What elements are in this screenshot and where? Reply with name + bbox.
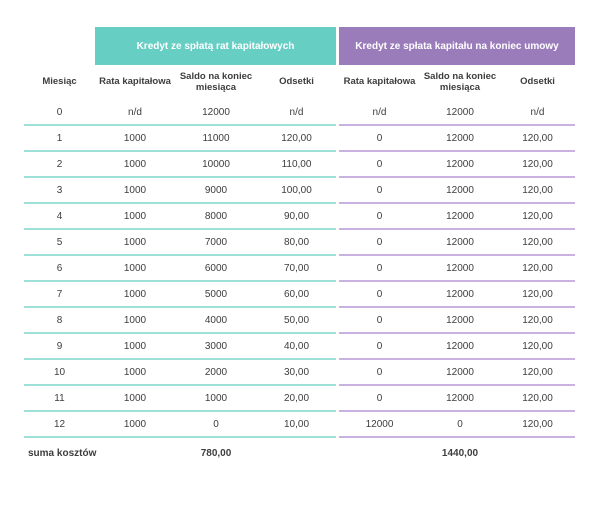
cell-rata-right: n/d [339,100,420,126]
cell-saldo-left: 3000 [175,334,257,360]
cell-month: 9 [24,334,95,360]
column-header-month: Miesiąc [42,76,77,88]
cell-odsetki-left: 90,00 [257,204,336,230]
table-row [24,386,575,412]
column-header-row [24,65,575,100]
cell-saldo-right: 12000 [420,308,500,334]
group-header-left: Kredyt ze spłatą rat kapitałowych [95,27,336,65]
column-header-odsetki-right: Odsetki [520,76,555,88]
cell-odsetki-right: 120,00 [500,282,575,308]
cell-rata-right: 0 [339,178,420,204]
cell-odsetki-left: 40,00 [257,334,336,360]
cell-rata-right: 0 [339,334,420,360]
cell-saldo-left: 10000 [175,152,257,178]
cell-rata-right: 0 [339,152,420,178]
cell-saldo-right: 12000 [420,334,500,360]
cell-odsetki-left: 110,00 [257,152,336,178]
cell-odsetki-left: 60,00 [257,282,336,308]
cell-month: 4 [24,204,95,230]
cell-saldo-left: 12000 [175,100,257,126]
cell-saldo-left: 4000 [175,308,257,334]
table-row [24,100,575,126]
column-header-rata-left: Rata kapitałowa [99,76,171,88]
cell-saldo-right: 12000 [420,256,500,282]
cell-saldo-right: 12000 [420,204,500,230]
cell-rata-right: 0 [339,282,420,308]
cell-rata-right: 0 [339,360,420,386]
cell-odsetki-left: 70,00 [257,256,336,282]
cell-odsetki-right: 120,00 [500,308,575,334]
cell-month: 7 [24,282,95,308]
cell-saldo-right: 12000 [420,126,500,152]
cell-odsetki-right: 120,00 [500,204,575,230]
cell-rata-right: 0 [339,256,420,282]
cell-saldo-right: 12000 [420,386,500,412]
cell-odsetki-left: 20,00 [257,386,336,412]
cell-saldo-right: 0 [420,412,500,438]
cell-rata-left: 1000 [95,334,175,360]
cell-rata-left: 1000 [95,204,175,230]
cell-rata-left: 1000 [95,126,175,152]
cell-rata-right: 0 [339,308,420,334]
column-header-odsetki-left: Odsetki [279,76,314,88]
cell-saldo-right: 12000 [420,178,500,204]
cell-rata-left: 1000 [95,308,175,334]
cell-saldo-left: 7000 [175,230,257,256]
cell-odsetki-right: 120,00 [500,256,575,282]
table-row [24,126,575,152]
cell-month: 0 [24,100,95,126]
cell-saldo-left: 1000 [175,386,257,412]
cell-saldo-left: 2000 [175,360,257,386]
table-row [24,152,575,178]
loan-comparison-table [24,27,575,468]
cell-rata-right: 0 [339,204,420,230]
table-row [24,230,575,256]
table-row [24,334,575,360]
table-row [24,204,575,230]
cell-rata-left: 1000 [95,386,175,412]
column-header-saldo-left: Saldo na koniec miesiąca [179,70,253,93]
cell-rata-left: 1000 [95,360,175,386]
cell-saldo-left: 0 [175,412,257,438]
cell-month: 12 [24,412,95,438]
cell-odsetki-left: 10,00 [257,412,336,438]
cell-rata-left: 1000 [95,230,175,256]
cell-rata-left: 1000 [95,282,175,308]
cell-rata-left: 1000 [95,256,175,282]
group-header-row [24,27,575,65]
cell-odsetki-left: 100,00 [257,178,336,204]
table-row [24,178,575,204]
cell-saldo-right: 12000 [420,230,500,256]
cell-month: 1 [24,126,95,152]
cell-month: 10 [24,360,95,386]
total-cost-left: 780,00 [200,447,232,459]
cell-rata-right: 0 [339,386,420,412]
cell-odsetki-right: 120,00 [500,334,575,360]
cell-odsetki-left: 80,00 [257,230,336,256]
cell-odsetki-left: 120,00 [257,126,336,152]
total-cost-right: 1440,00 [441,447,479,459]
cell-odsetki-right: 120,00 [500,126,575,152]
cell-saldo-right: 12000 [420,360,500,386]
table-body [24,100,575,438]
cell-odsetki-left: 30,00 [257,360,336,386]
cell-odsetki-right: 120,00 [500,178,575,204]
cell-saldo-left: 9000 [175,178,257,204]
cell-saldo-left: 8000 [175,204,257,230]
table-row [24,256,575,282]
table-row [24,282,575,308]
cell-rata-right: 0 [339,230,420,256]
cell-month: 11 [24,386,95,412]
cell-odsetki-right: 120,00 [500,152,575,178]
cell-month: 3 [24,178,95,204]
cell-odsetki-right: 120,00 [500,230,575,256]
cell-saldo-right: 12000 [420,152,500,178]
cell-month: 8 [24,308,95,334]
cell-rata-left: 1000 [95,178,175,204]
cell-rata-left: 1000 [95,152,175,178]
cell-odsetki-right: n/d [500,100,575,126]
group-header-right: Kredyt ze spłata kapitału na koniec umowy [339,27,575,65]
cell-odsetki-left: n/d [257,100,336,126]
cell-odsetki-right: 120,00 [500,386,575,412]
table-row [24,412,575,438]
cell-saldo-left: 11000 [175,126,257,152]
cell-rata-right: 0 [339,126,420,152]
cell-saldo-left: 6000 [175,256,257,282]
cell-rata-right: 12000 [339,412,420,438]
table-row [24,308,575,334]
cell-month: 6 [24,256,95,282]
cell-odsetki-left: 50,00 [257,308,336,334]
cell-rata-left: n/d [95,100,175,126]
column-header-rata-right: Rata kapitałowa [343,76,416,88]
cell-odsetki-right: 120,00 [500,412,575,438]
cell-saldo-right: 12000 [420,282,500,308]
totals-row [24,438,575,468]
cell-odsetki-right: 120,00 [500,360,575,386]
cell-saldo-left: 5000 [175,282,257,308]
cell-month: 5 [24,230,95,256]
totals-label: suma kosztów [28,447,97,459]
cell-month: 2 [24,152,95,178]
cell-rata-left: 1000 [95,412,175,438]
table-row [24,360,575,386]
column-header-saldo-right: Saldo na koniec miesiąca [423,70,497,93]
cell-saldo-right: 12000 [420,100,500,126]
